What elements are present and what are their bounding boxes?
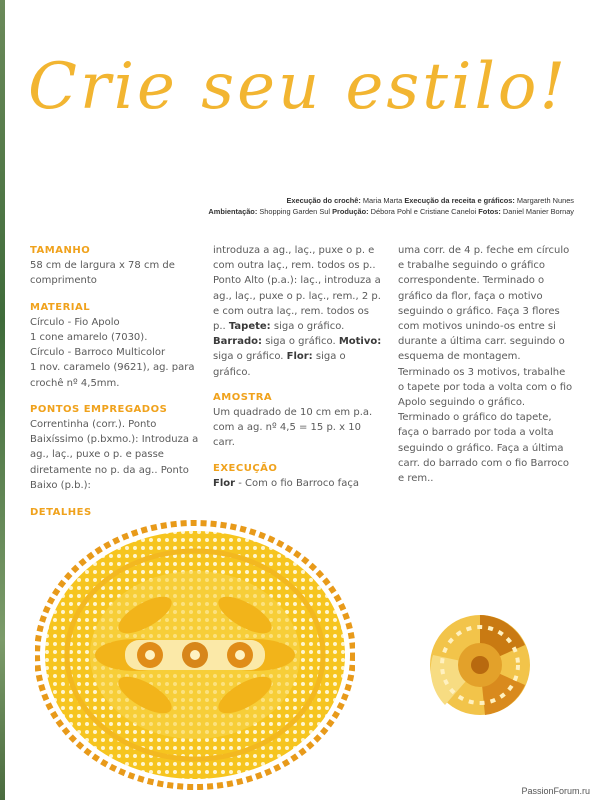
tamanho-text: 58 cm de largura x 78 cm de comprimento	[30, 260, 175, 287]
credits-line-1	[208, 195, 574, 206]
tapete-label: Tapete:	[228, 321, 271, 333]
credit-value: Débora Pohl e Cristiane Caneloi	[368, 207, 479, 216]
execucao-body: - Com o fio Barroco faça	[235, 477, 359, 489]
section-heading-material: MATERIAL	[30, 301, 91, 313]
pontos-text: Correntinha (corr.). Ponto Baixíssimo (p.bxmo.): Introduza a ag., laç., puxe o p. e passe diretamente no p. da ag.. Ponto Baixo (p.b.):	[30, 419, 199, 491]
section-heading-pontos: PONTOS EMPREGADOS	[30, 403, 168, 415]
column-2	[213, 243, 383, 491]
credit-value: Shopping Garden Sul	[257, 207, 333, 216]
material-line: Círculo - Fio Apolo	[30, 316, 120, 328]
credit-value: Margareth Nunes	[514, 196, 574, 205]
credit-label: Ambientação:	[208, 207, 258, 216]
material-line: 1 nov. caramelo (9621), ag. para crochê nº 4,5mm.	[30, 362, 195, 389]
crochet-rug-photo	[35, 520, 355, 790]
stitches-text	[213, 243, 383, 380]
watermark: PassionForum.ru	[521, 786, 590, 796]
credit-label: Produção:	[332, 207, 369, 216]
stitches-intro: introduza a ag., laç., puxe o p. e com outra laç., rem. todos os p.. Ponto Alto (p.a.): laç., introduza a ag., laç., puxe o p. laç., rem., 2 p. e com outra laç., rem. todos os p..	[213, 245, 381, 333]
instructions-text: uma corr. de 4 p. feche em círculo e trabalhe seguindo o gráfico correspondente. Terminado o gráfico da flor, faça o motivo seguindo o gráfico. Faça 3 flores com motivos unindo-os entre si durante a última carr. seguindo o esquema de montagem. Terminado os 3 motivos, trabalhe o tapete por toda a volta com o fio Apolo seguindo o gráfico. Terminado o gráfico do tapete, faça o barrado por toda a volta seguindo o gráfico. Faça a última carr. do barrado com o fio Barroco e rem..	[398, 245, 573, 485]
credits-line-2	[208, 206, 574, 217]
credit-label: Fotos:	[478, 207, 501, 216]
credit-label: Execução da receita e gráficos:	[404, 196, 515, 205]
section-heading-detalhes: DETALHES	[30, 507, 92, 518]
section-heading-amostra: AMOSTRA	[213, 391, 273, 403]
material-line: Círculo - Barroco Multicolor	[30, 347, 166, 359]
credit-value: Maria Marta	[360, 196, 405, 205]
amostra-text: Um quadrado de 10 cm em p.a. com a ag. nº 4,5 = 15 p. x 10 carr.	[213, 407, 373, 449]
motivo-text: siga o gráfico.	[213, 351, 287, 363]
edge-photo-strip	[0, 0, 5, 800]
page-title: Crie seu estilo!	[28, 50, 569, 124]
column-1	[30, 243, 205, 493]
execucao-label: Flor	[213, 477, 236, 489]
section-heading-execucao: EXECUÇÃO	[213, 462, 278, 474]
crochet-flower-photo	[425, 610, 535, 720]
section-heading-tamanho: TAMANHO	[30, 245, 91, 256]
credit-label: Execução do crochê:	[286, 196, 361, 205]
execucao-text	[213, 476, 383, 491]
credits	[208, 195, 574, 217]
motivo-label: Motivo:	[338, 336, 382, 348]
flor-label: Flor:	[286, 351, 313, 363]
tapete-text: siga o gráfico.	[270, 321, 345, 333]
barrado-text: siga o gráfico.	[262, 336, 339, 348]
barrado-label: Barrado:	[213, 336, 263, 348]
material-line: 1 cone amarelo (7030).	[30, 332, 148, 344]
flor-text: siga o gráfico.	[213, 351, 346, 378]
column-3	[398, 243, 573, 486]
credit-value: Daniel Manier Bornay	[500, 207, 574, 216]
